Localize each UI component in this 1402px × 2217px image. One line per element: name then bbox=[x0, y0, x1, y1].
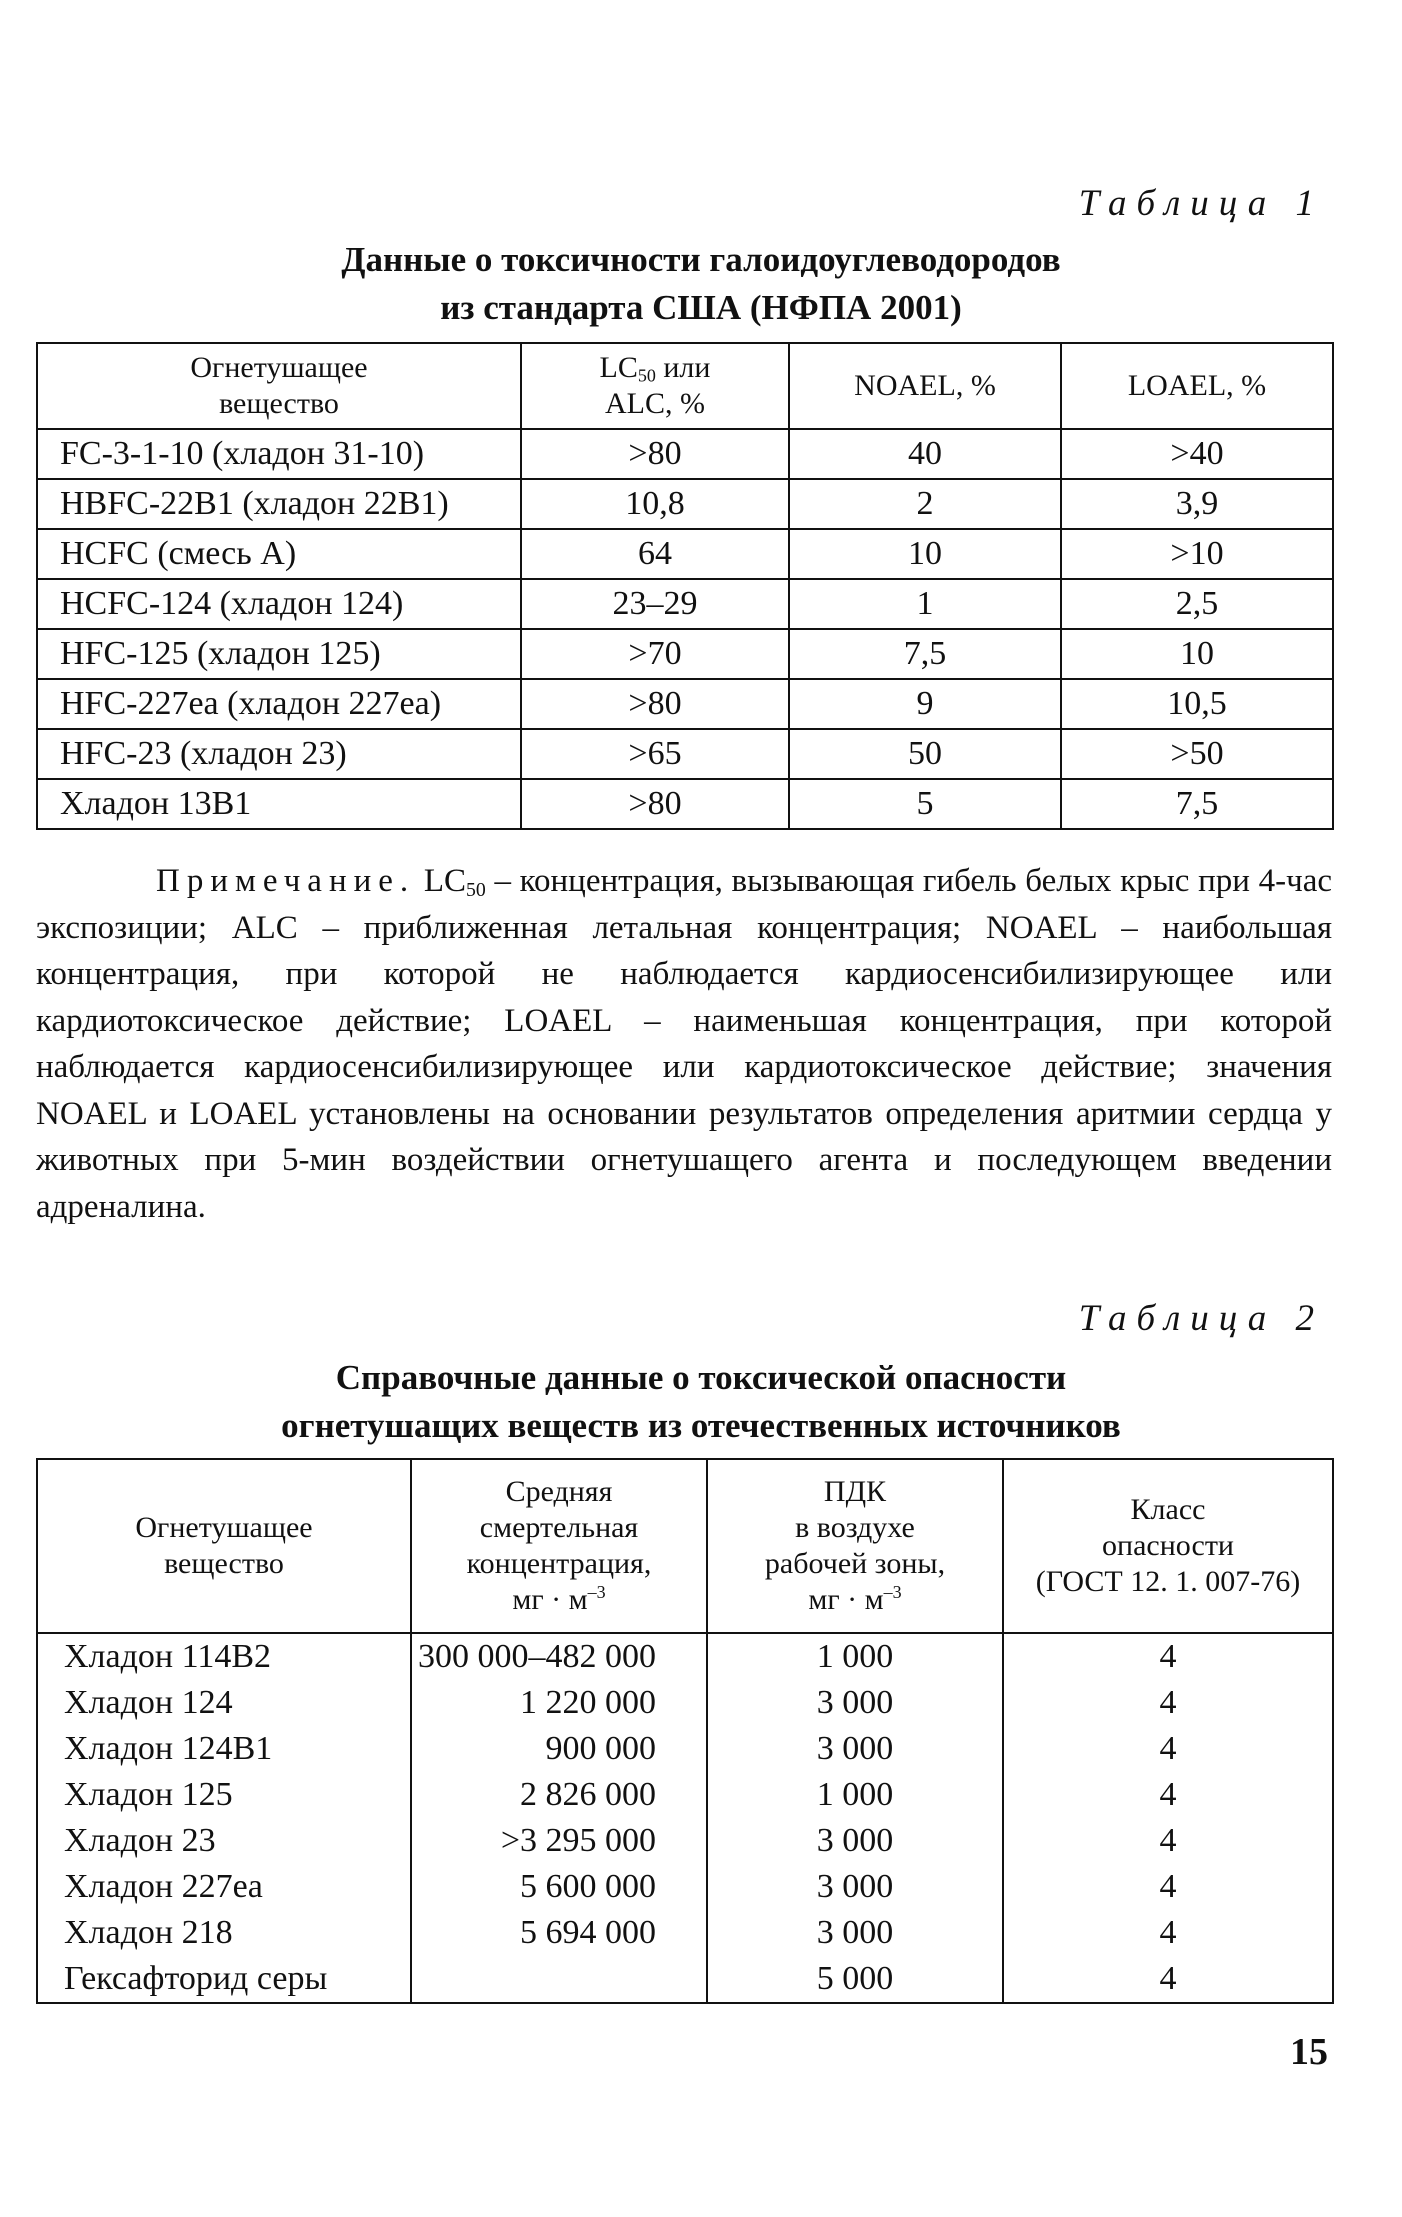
table-row bbox=[37, 529, 1333, 579]
cell-substance: Хладон 125 bbox=[37, 1772, 411, 1818]
cell-loael: 7,5 bbox=[1061, 779, 1333, 829]
cell-hazard-class: 4 bbox=[1003, 1818, 1333, 1864]
cell-noael: 10 bbox=[789, 529, 1061, 579]
table-row bbox=[37, 779, 1333, 829]
cell-hazard-class: 4 bbox=[1003, 1956, 1333, 2003]
table2-header-substance: Огнетушащее вещество bbox=[37, 1459, 411, 1633]
cell-noael: 9 bbox=[789, 679, 1061, 729]
table-row bbox=[37, 1910, 1333, 1956]
cell-pdk: 3 000 bbox=[707, 1818, 1003, 1864]
cell-pdk: 1 000 bbox=[707, 1633, 1003, 1680]
cell-loael: >40 bbox=[1061, 429, 1333, 479]
table1-header-loael: LOAEL, % bbox=[1061, 343, 1333, 429]
table-row bbox=[37, 1864, 1333, 1910]
cell-lc50: 10,8 bbox=[521, 479, 789, 529]
cell-substance: FC-3-1-10 (хладон 31-10) bbox=[37, 429, 521, 479]
table1-title-line1: Данные о токсичности галоидоуглеводородов bbox=[341, 240, 1061, 279]
table-row bbox=[37, 1633, 1333, 1680]
table-row bbox=[37, 479, 1333, 529]
table2-title bbox=[0, 1354, 1402, 1450]
cell-lc50: 23–29 bbox=[521, 579, 789, 629]
cell-substance: HBFC-22B1 (хладон 22B1) bbox=[37, 479, 521, 529]
cell-pdk: 1 000 bbox=[707, 1772, 1003, 1818]
cell-substance: HFC-125 (хладон 125) bbox=[37, 629, 521, 679]
table2-header-pdk: ПДК в воздухе рабочей зоны, мг · $м^{-3}$ bbox=[707, 1459, 1003, 1633]
cell-lc50: >65 bbox=[521, 729, 789, 779]
cell-noael: 2 bbox=[789, 479, 1061, 529]
table2-header-concentration: Средняя смертельная концентрация, мг · $м^{-3}$ bbox=[411, 1459, 707, 1633]
cell-pdk: 3 000 bbox=[707, 1864, 1003, 1910]
cell-substance: Гексафторид серы bbox=[37, 1956, 411, 2003]
table-row bbox=[37, 679, 1333, 729]
cell-substance: HFC-227ea (хладон 227ea) bbox=[37, 679, 521, 729]
cell-lc50: >80 bbox=[521, 429, 789, 479]
cell-hazard-class: 4 bbox=[1003, 1864, 1333, 1910]
table2-title-line1: Справочные данные о токсической опасности bbox=[335, 1358, 1067, 1397]
cell-loael: 10 bbox=[1061, 629, 1333, 679]
table2-title-line2: огнетушащих веществ из отечественных источников bbox=[281, 1406, 1121, 1445]
cell-noael: 7,5 bbox=[789, 629, 1061, 679]
table1-header-substance: Огнетушащее вещество bbox=[37, 343, 521, 429]
cell-lc50: 64 bbox=[521, 529, 789, 579]
table2 bbox=[36, 1458, 1334, 2004]
table-row bbox=[37, 429, 1333, 479]
cell-concentration: 5 694 000 bbox=[411, 1910, 707, 1956]
table1-caption: Таблица 1 bbox=[1078, 183, 1324, 224]
cell-noael: 50 bbox=[789, 729, 1061, 779]
cell-substance: Хладон 218 bbox=[37, 1910, 411, 1956]
table-row bbox=[37, 1772, 1333, 1818]
table2-header-hazard-class: Класс опасности (ГОСТ 12. 1. 007-76) bbox=[1003, 1459, 1333, 1633]
cell-hazard-class: 4 bbox=[1003, 1910, 1333, 1956]
cell-concentration: >3 295 000 bbox=[411, 1818, 707, 1864]
table-row bbox=[37, 629, 1333, 679]
cell-loael: >10 bbox=[1061, 529, 1333, 579]
cell-lc50: >80 bbox=[521, 779, 789, 829]
table1-header-lc50: $LC_{50}$ или ALC, % bbox=[521, 343, 789, 429]
table1-header-row bbox=[37, 343, 1333, 429]
table2-caption: Таблица 2 bbox=[1078, 1298, 1324, 1339]
cell-substance: Хладон 124 bbox=[37, 1680, 411, 1726]
cell-substance: Хладон 114B2 bbox=[37, 1633, 411, 1680]
cell-concentration: 5 600 000 bbox=[411, 1864, 707, 1910]
note-text: – концентрация, вызывающая гибель белых крыс при 4-час экспозиции; ALC – приближенная летальная концентрация; NOAEL – наибольшая концентрация, при которой не наблюдается кардиосенсибилизирующее или кардиотоксическое действие; LOAEL – наименьшая концентрация, при которой наблюдается кардиосенсибилизирующее или кардиотоксическое действие; значения NOAEL и LOAEL установлены на основании результатов определения аритмии сердца у животных при 5-мин воздействии огнетушащего агента и последующем введении адреналина. bbox=[36, 863, 1332, 1225]
cell-loael: 2,5 bbox=[1061, 579, 1333, 629]
table2-header-row bbox=[37, 1459, 1333, 1633]
cell-concentration bbox=[411, 1956, 707, 2003]
cell-noael: 1 bbox=[789, 579, 1061, 629]
cell-pdk: 3 000 bbox=[707, 1726, 1003, 1772]
cell-hazard-class: 4 bbox=[1003, 1726, 1333, 1772]
cell-pdk: 3 000 bbox=[707, 1910, 1003, 1956]
cell-substance: Хладон 227ea bbox=[37, 1864, 411, 1910]
cell-hazard-class: 4 bbox=[1003, 1772, 1333, 1818]
table1-title bbox=[0, 236, 1402, 332]
table-row bbox=[37, 1818, 1333, 1864]
cell-substance: HFC-23 (хладон 23) bbox=[37, 729, 521, 779]
cell-hazard-class: 4 bbox=[1003, 1633, 1333, 1680]
cell-substance: Хладон 124B1 bbox=[37, 1726, 411, 1772]
cell-concentration: 1 220 000 bbox=[411, 1680, 707, 1726]
table-row bbox=[37, 1726, 1333, 1772]
table-row bbox=[37, 729, 1333, 779]
table1 bbox=[36, 342, 1334, 830]
note-label: Примечание. bbox=[156, 863, 416, 899]
table-row bbox=[37, 579, 1333, 629]
cell-substance: Хладон 23 bbox=[37, 1818, 411, 1864]
cell-pdk: 3 000 bbox=[707, 1680, 1003, 1726]
cell-concentration: 900 000 bbox=[411, 1726, 707, 1772]
cell-loael: >50 bbox=[1061, 729, 1333, 779]
cell-hazard-class: 4 bbox=[1003, 1680, 1333, 1726]
cell-loael: 3,9 bbox=[1061, 479, 1333, 529]
cell-substance: HCFC-124 (хладон 124) bbox=[37, 579, 521, 629]
cell-noael: 5 bbox=[789, 779, 1061, 829]
cell-substance: HCFC (смесь А) bbox=[37, 529, 521, 579]
cell-concentration: 300 000–482 000 bbox=[411, 1633, 707, 1680]
cell-substance: Хладон 13B1 bbox=[37, 779, 521, 829]
table-row bbox=[37, 1956, 1333, 2003]
cell-noael: 40 bbox=[789, 429, 1061, 479]
cell-concentration: 2 826 000 bbox=[411, 1772, 707, 1818]
page-number: 15 bbox=[1290, 2031, 1328, 2073]
cell-loael: 10,5 bbox=[1061, 679, 1333, 729]
table-row bbox=[37, 1680, 1333, 1726]
cell-pdk: 5 000 bbox=[707, 1956, 1003, 2003]
table1-header-noael: NOAEL, % bbox=[789, 343, 1061, 429]
table1-note: Примечание. $LC_{50}$ – концентрация, вызывающая гибель белых крыс при 4-час экспозиции; ALC – приближенная летальная концентрация; NOAEL – наибольшая концентрация, при которой не наблюдается кардиосенсибилизирующее или кардиотоксическое действие; LOAEL – наименьшая концентрация, при которой наблюдается кардиосенсибилизирующее или кардиотоксическое действие; значения NOAEL и LOAEL установлены на основании результатов определения аритмии сердца у животных при 5-мин воздействии огнетушащего агента и последующем введении адреналина. bbox=[36, 863, 1332, 1225]
table1-title-line2: из стандарта США (НФПА 2001) bbox=[440, 288, 962, 327]
cell-lc50: >70 bbox=[521, 629, 789, 679]
cell-lc50: >80 bbox=[521, 679, 789, 729]
